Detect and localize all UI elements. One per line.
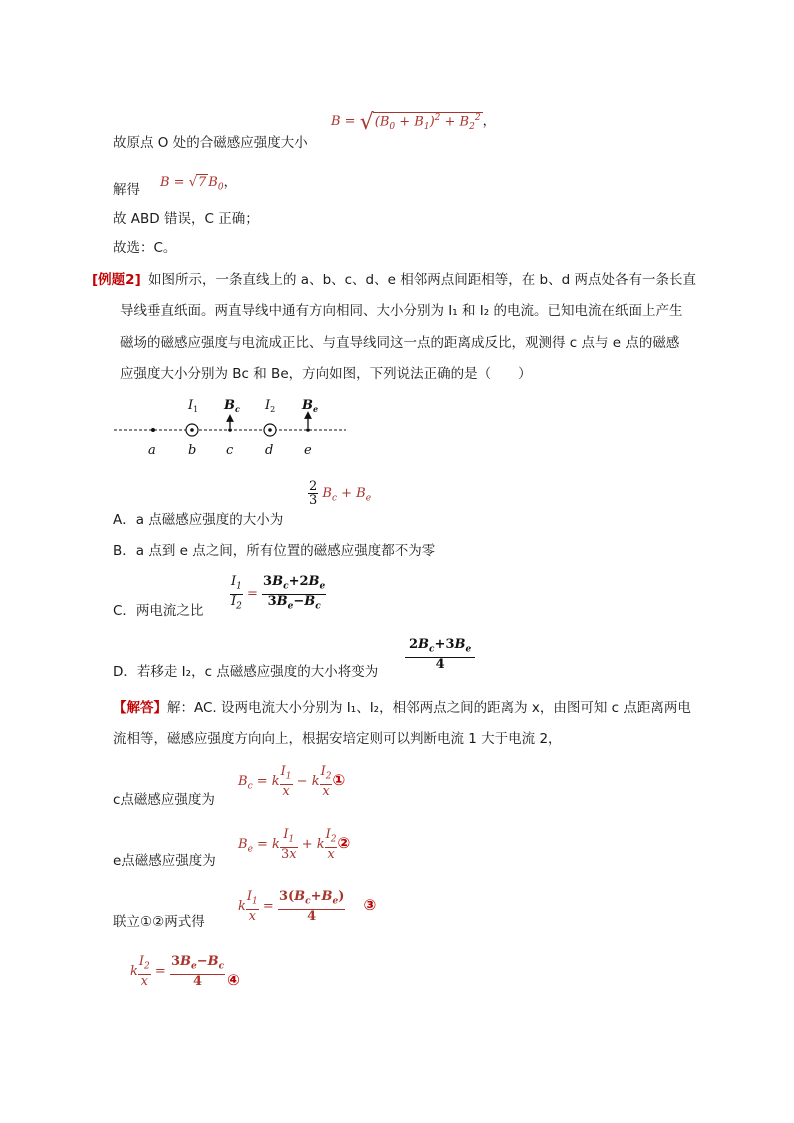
c-field-label: c点磁感应强度为 [113,792,215,808]
wire-b [186,424,198,436]
eq-3: k $\frac{I_1}{x}$ = $\frac{3(B_c+B_e)}{4}$ ③ [238,889,377,924]
example-line-1: 如图所示，一条直线上的 a、b、c、d、e 相邻两点间距相等，在 b、d 两点处各有一条长直 [148,272,696,288]
label-I1: $I_1$ [188,398,199,414]
example-tag: [例题2] [92,272,141,288]
option-c-formula: $\frac{I_1}{I_2}$ = $\frac{3B_c+2B_e}{3B_e-B_c}$ [231,574,326,612]
option-b: B．a 点到 e 点之间，所有位置的磁感应强度都不为零 [113,543,436,559]
e-field-label: e点磁感应强度为 [113,853,216,869]
solution-text-1: 解：AC. 设两电流大小分别为 I₁、I₂，相邻两点之间的距离为 x，由图可知 c 点距离两电 [167,700,691,716]
eq-1: $B_c = k$ $\frac{I_1}{x}$ − k $\frac{I_2}{x}$ ① [238,764,346,799]
option-a: A．a 点磁感应强度的大小为 [113,512,284,528]
marker-3: ③ [363,895,377,914]
wire-d [264,424,276,436]
solve-label: 解得 [113,182,140,198]
combine-label: 联立①②两式得 [113,914,205,930]
label-Be: $B_e$ [302,398,319,414]
label-Bc: $B_c$ [224,398,240,414]
point-a-dot [151,428,155,432]
label-d: d [265,443,274,458]
example-line-4: 应强度大小分别为 Bc 和 Be，方向如图，下列说法正确的是（ ） [120,366,532,382]
label-c: c [226,443,234,458]
option-d-formula: $\frac{2B_c+3B_e}{4}$ [405,638,475,671]
marker-1: ① [332,770,346,789]
label-I2: $I_2$ [265,398,276,414]
solution-tag: 【解答】 [113,700,167,716]
marker-4: ④ [227,970,240,989]
option-d: D．若移走 I₂，c 点磁感应强度的大小将变为 [113,664,379,680]
eq-2: $B_e = k$ $\frac{I_1}{3x}$ + k $\frac{I_2}{x}$ ② [238,827,351,862]
solution-line-1 [113,696,691,716]
formula-B-result: B = √7 $B_0$， [160,175,237,193]
wire-diagram [110,392,350,464]
conclusion-line: 故 ABD 错误，C 正确； [113,211,259,227]
marker-2: ② [337,833,351,852]
label-e: e [304,443,312,458]
eq-4: k $\frac{I_2}{x}$ = $\frac{3B_e-B_c}{4}$ ④ [130,954,240,989]
example-line-2: 导线垂直纸面。两直导线中通有方向相同、大小分别为 I₁ 和 I₂ 的电流。已知电流在纸面上产生 [120,303,683,319]
example-line-3: 磁场的磁感应强度与电流成正比、与直导线同这一点的距离成反比，观测得 c 点与 e 点的磁感 [120,335,680,351]
formula-B-total: $B = √(B_0 + B_1)^2 + B_2^2$ ， [331,110,496,135]
option-a-formula: $\frac{2}{3}$ $B_c + B_e$ [309,479,372,508]
option-c: C．两电流之比 [113,603,204,619]
point-c-dot [228,428,232,432]
solution-line-2: 流相等，磁感应强度方向向上，根据安培定则可以判断电流 1 大于电流 2， [113,731,562,747]
answer-line: 故选：C。 [113,240,177,256]
intro-line: 故原点 O 处的合磁感应强度大小 [113,135,308,151]
label-b: b [188,443,197,458]
label-a: a [148,443,156,458]
point-e-dot [306,428,310,432]
